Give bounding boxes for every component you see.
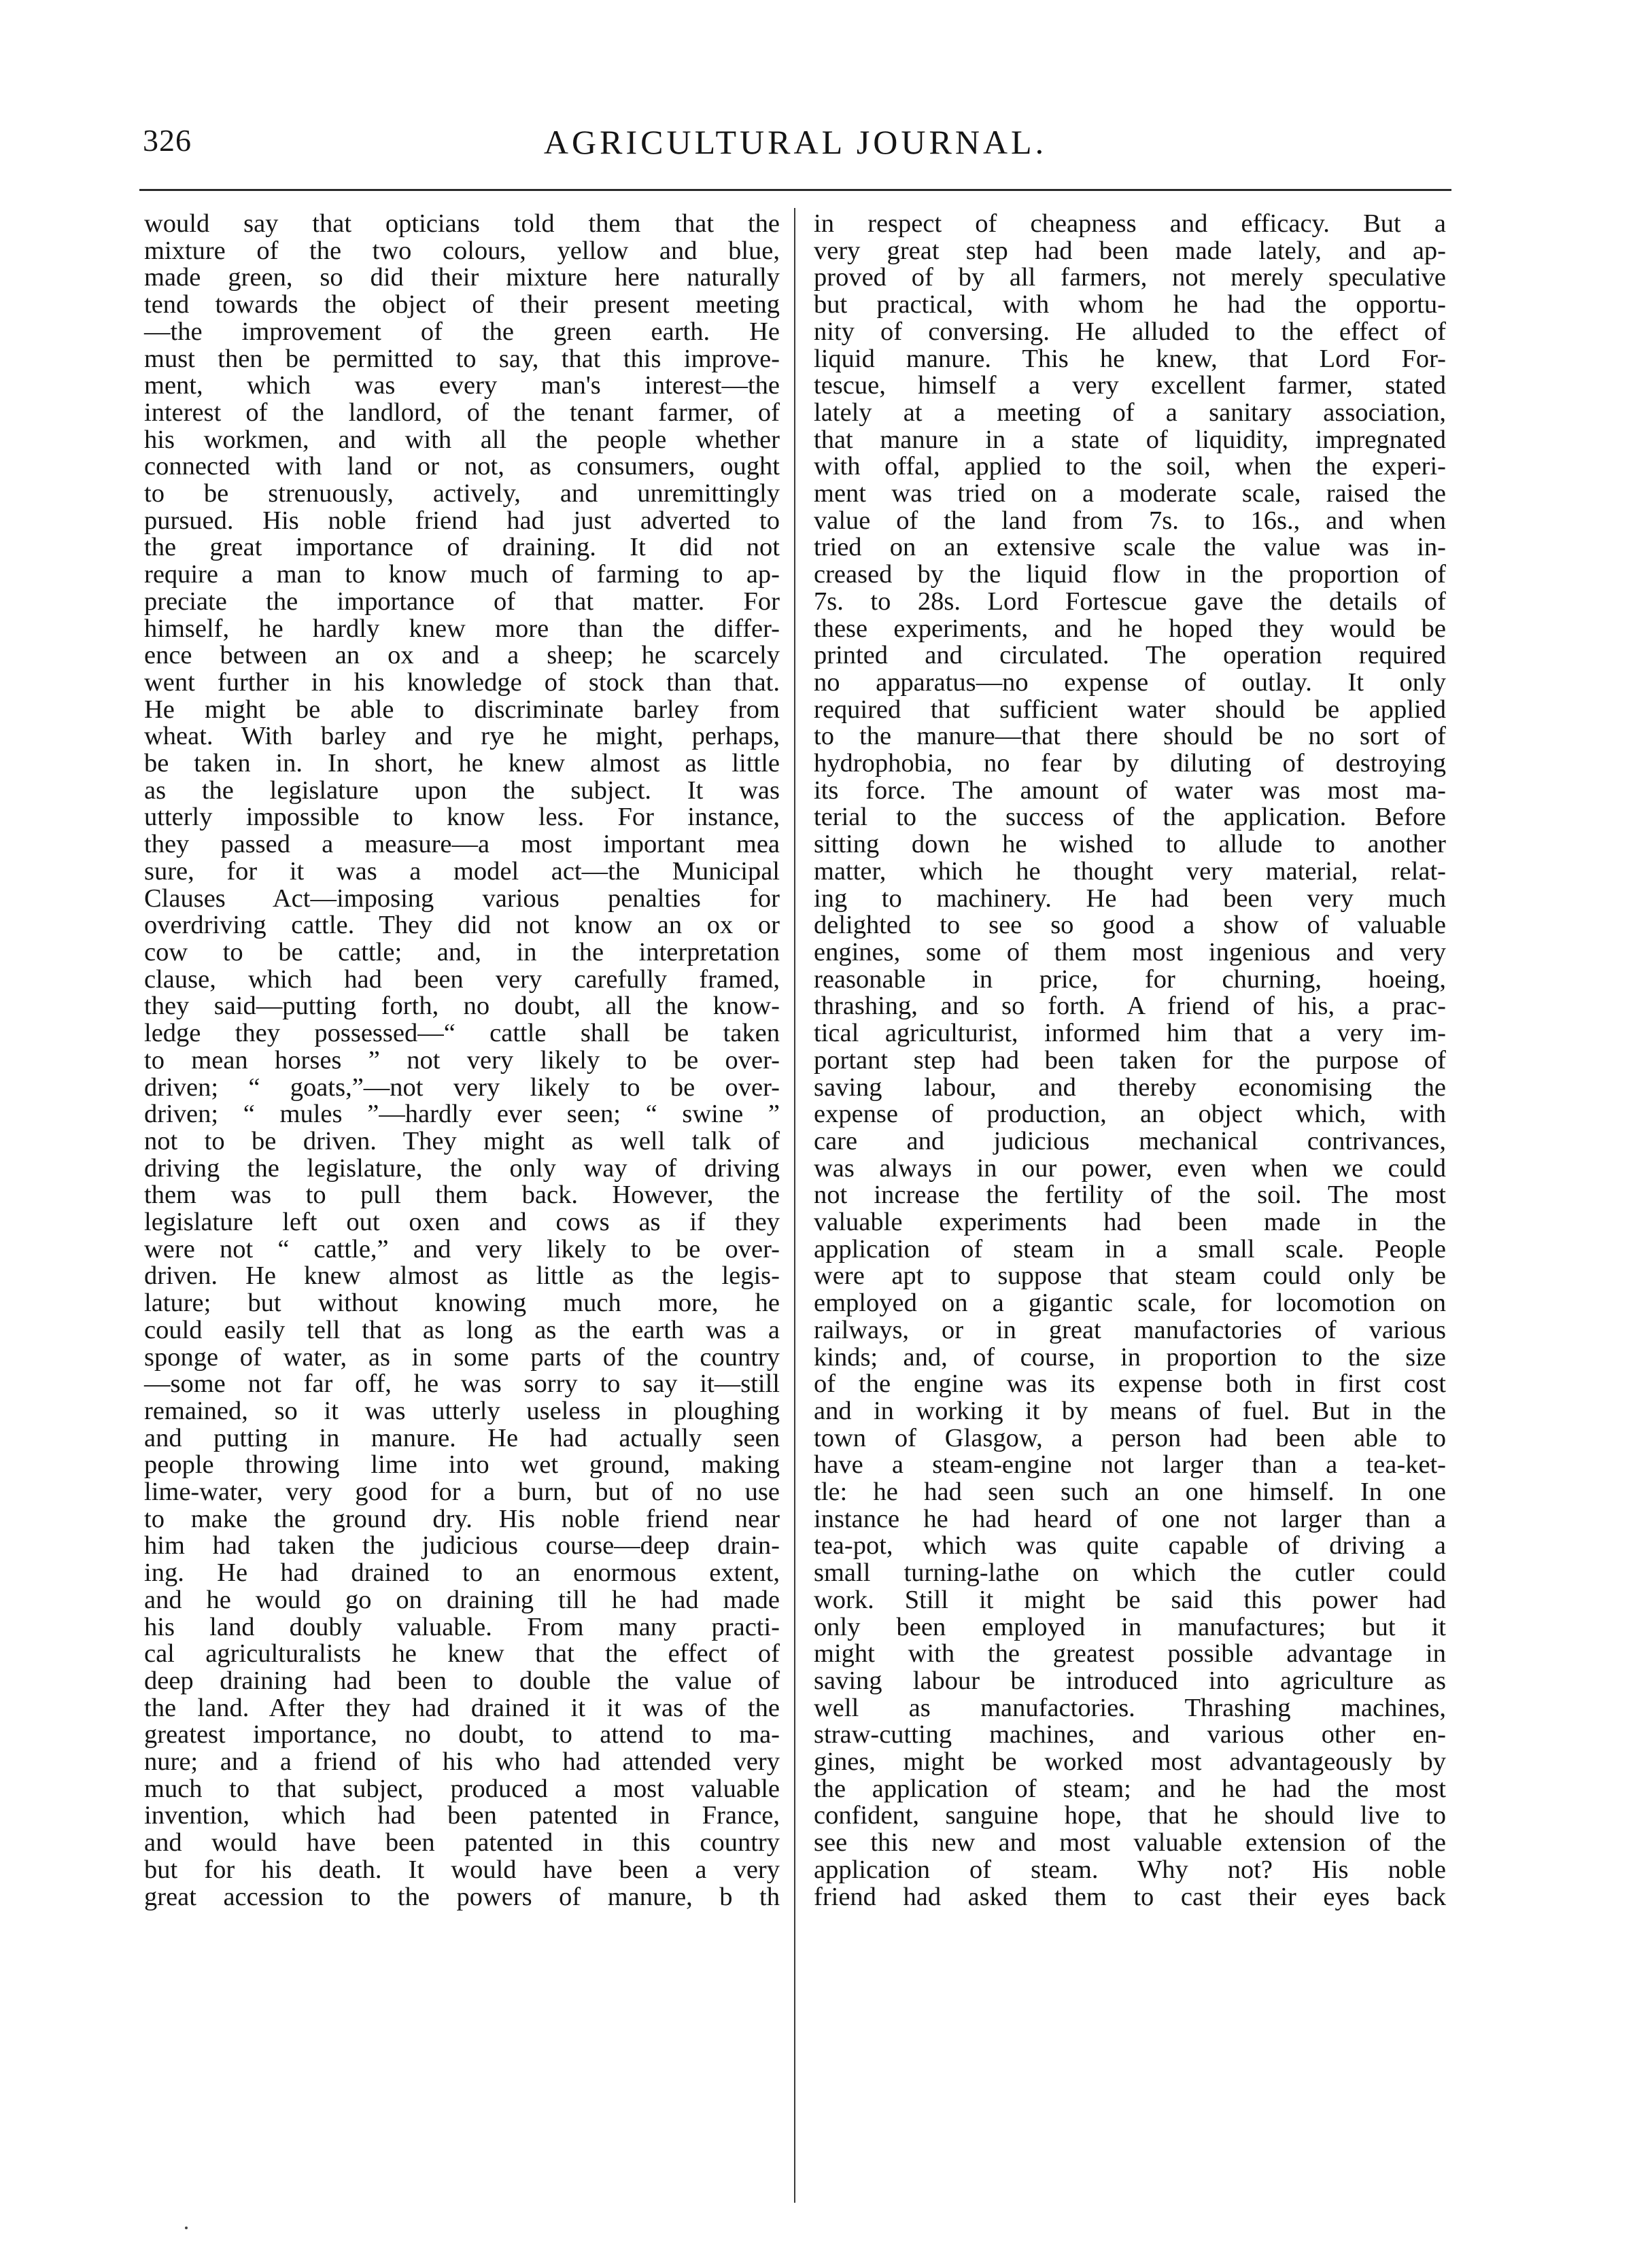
text-line: tried on an extensive scale the value was in- (814, 533, 1446, 562)
text-line: 7s. to 28s. Lord Fortescue gave the details of (814, 587, 1446, 616)
text-line: require a man to know much of farming to ap- (144, 560, 780, 589)
text-line: remained, so it was utterly useless in ploughing (144, 1396, 780, 1425)
text-line: lime-water, very good for a burn, but of no use (144, 1478, 780, 1507)
text-line: the application of steam; and he had the most (814, 1774, 1446, 1803)
text-line: instance he had heard of one not larger than a (814, 1504, 1446, 1533)
text-line: greatest importance, no doubt, to attend to ma- (144, 1720, 780, 1749)
text-line: his land doubly valuable. From many practi- (144, 1612, 780, 1641)
text-line: these experiments, and he hoped they would be (814, 614, 1446, 643)
text-line: interest of the landlord, of the tenant farmer, of (144, 398, 780, 427)
text-line: not to be driven. They might as well talk of (144, 1126, 780, 1155)
text-line: engines, some of them most ingenious and very (814, 937, 1446, 966)
text-line: to the manure—that there should be no sort of (814, 722, 1446, 751)
text-line: cow to be cattle; and, in the interpretation (144, 937, 780, 966)
text-line: them was to pull them back. However, the (144, 1181, 780, 1210)
text-line: ment, which was every man's interest—the (144, 371, 780, 400)
text-line: as the legislature upon the subject. It was (144, 775, 780, 805)
text-line: to mean horses ” not very likely to be over- (144, 1045, 780, 1075)
text-line: expense of production, an object which, with (814, 1100, 1446, 1129)
text-line: connected with land or not, as consumers, ought (144, 452, 780, 481)
text-line: in respect of cheapness and efficacy. But a (814, 209, 1446, 238)
text-line: straw-cutting machines, and various other en- (814, 1720, 1446, 1749)
text-line: and putting in manure. He had actually seen (144, 1423, 780, 1452)
text-line: and in working it by means of fuel. But in the (814, 1396, 1446, 1425)
text-line: tend towards the object of their present meeting (144, 290, 780, 319)
text-line: were apt to suppose that steam could only be (814, 1261, 1446, 1291)
text-line: the great importance of draining. It did not (144, 533, 780, 562)
text-line: reasonable in price, for churning, hoeing, (814, 964, 1446, 994)
text-line: went further in his knowledge of stock than that. (144, 667, 780, 697)
header-rule (139, 189, 1451, 191)
text-line: much to that subject, produced a most valuable (144, 1774, 780, 1803)
text-line: invention, which had been patented in France, (144, 1801, 780, 1830)
text-line: his workmen, and with all the people whether (144, 425, 780, 454)
text-line: driven; “ mules ”—hardly ever seen; “ swine ” (144, 1100, 780, 1129)
text-line: very great step had been made lately, and ap- (814, 236, 1446, 265)
text-line: with offal, applied to the soil, when the experi- (814, 452, 1446, 481)
text-line: employed on a gigantic scale, for locomotion on (814, 1289, 1446, 1318)
text-line: mixture of the two colours, yellow and blue, (144, 236, 780, 265)
text-line: ing to machinery. He had been very much (814, 884, 1446, 913)
column-divider (794, 208, 795, 2203)
text-line: saving labour, and thereby economising the (814, 1072, 1446, 1102)
text-line: lately at a meeting of a sanitary association, (814, 398, 1446, 427)
text-line: have a steam-engine not larger than a tea-ket- (814, 1450, 1446, 1480)
text-line: himself, he hardly knew more than the differ- (144, 614, 780, 643)
text-line: only been employed in manufactures; but it (814, 1612, 1446, 1641)
text-line: terial to the success of the application. Before (814, 803, 1446, 832)
text-line: work. Still it might be said this power had (814, 1585, 1446, 1614)
text-line: valuable experiments had been made in the (814, 1208, 1446, 1237)
text-line: He might be able to discriminate barley from (144, 695, 780, 724)
text-line: kinds; and, of course, in proportion to the size (814, 1342, 1446, 1372)
text-line: tea-pot, which was quite capable of driving a (814, 1531, 1446, 1560)
text-line: sitting down he wished to allude to another (814, 830, 1446, 859)
text-line: required that sufficient water should be applied (814, 695, 1446, 724)
text-line: clause, which had been very carefully framed, (144, 964, 780, 994)
text-line: its force. The amount of water was most ma- (814, 775, 1446, 805)
text-line: but for his death. It would have been a very (144, 1855, 780, 1884)
running-head (143, 122, 1448, 170)
text-line: but practical, with whom he had the opportu- (814, 290, 1446, 319)
text-line: proved of by all farmers, not merely speculative (814, 263, 1446, 292)
text-line: and he would go on draining till he had made (144, 1585, 780, 1614)
page-number: 326 (143, 123, 192, 158)
right-column (814, 211, 1446, 1911)
text-line: care and judicious mechanical contrivances, (814, 1126, 1446, 1155)
text-line: lature; but without knowing much more, he (144, 1289, 780, 1318)
text-line: driven; “ goats,”—not very likely to be over- (144, 1072, 780, 1102)
text-line: they passed a measure—a most important mea (144, 830, 780, 859)
text-line: must then be permitted to say, that this improve- (144, 344, 780, 373)
text-line: driving the legislature, the only way of driving (144, 1153, 780, 1183)
text-line: driven. He knew almost as little as the legis- (144, 1261, 780, 1291)
text-line: tical agriculturist, informed him that a very im- (814, 1019, 1446, 1048)
text-line: overdriving cattle. They did not know an ox or (144, 911, 780, 940)
text-line: great accession to the powers of manure, b th (144, 1882, 780, 1911)
text-line: town of Glasgow, a person had been able to (814, 1423, 1446, 1452)
text-line: deep draining had been to double the value of (144, 1666, 780, 1695)
text-line: ence between an ox and a sheep; he scarcely (144, 641, 780, 670)
text-line: people throwing lime into wet ground, making (144, 1450, 780, 1480)
text-line: wheat. With barley and rye he might, perhaps, (144, 722, 780, 751)
text-line: —some not far off, he was sorry to say it—still (144, 1369, 780, 1399)
text-line: delighted to see so good a show of valuable (814, 911, 1446, 940)
text-line: thrashing, and so forth. A friend of his, a prac- (814, 992, 1446, 1021)
text-line: that manure in a state of liquidity, impregnated (814, 425, 1446, 454)
text-line: sponge of water, as in some parts of the country (144, 1342, 780, 1372)
text-line: tle: he had seen such an one himself. In one (814, 1478, 1446, 1507)
text-line: made green, so did their mixture here naturally (144, 263, 780, 292)
text-line: could easily tell that as long as the earth was a (144, 1315, 780, 1344)
text-line: nity of conversing. He alluded to the effect of (814, 317, 1446, 346)
text-line: sure, for it was a model act—the Municipal (144, 856, 780, 886)
left-column (144, 211, 780, 1911)
text-line: be taken in. In short, he knew almost as little (144, 749, 780, 778)
text-line: value of the land from 7s. to 16s., and when (814, 506, 1446, 535)
text-line: nure; and a friend of his who had attended very (144, 1747, 780, 1777)
text-line: creased by the liquid flow in the proportion of (814, 560, 1446, 589)
text-line: the land. After they had drained it it was of the (144, 1693, 780, 1722)
text-line: they said—putting forth, no doubt, all the know- (144, 992, 780, 1021)
text-line: of the engine was its expense both in first cost (814, 1369, 1446, 1399)
text-line: ledge they possessed—“ cattle shall be taken (144, 1019, 780, 1048)
text-line: pursued. His noble friend had just adverted to (144, 506, 780, 535)
text-line: application of steam. Why not? His noble (814, 1855, 1446, 1884)
text-line: railways, or in great manufactories of various (814, 1315, 1446, 1344)
print-speck (185, 2227, 188, 2229)
text-line: printed and circulated. The operation required (814, 641, 1446, 670)
text-line: no apparatus—no expense of outlay. It only (814, 667, 1446, 697)
text-line: to be strenuously, actively, and unremittingly (144, 479, 780, 508)
text-line: small turning-lathe on which the cutler could (814, 1558, 1446, 1588)
text-line: ment was tried on a moderate scale, raised the (814, 479, 1446, 508)
text-line: legislature left out oxen and cows as if they (144, 1208, 780, 1237)
text-line: application of steam in a small scale. People (814, 1234, 1446, 1263)
text-line: friend had asked them to cast their eyes back (814, 1882, 1446, 1911)
text-line: to make the ground dry. His noble friend near (144, 1504, 780, 1533)
text-line: him had taken the judicious course—deep drain- (144, 1531, 780, 1560)
text-line: see this new and most valuable extension of the (814, 1828, 1446, 1857)
text-line: well as manufactories. Thrashing machines, (814, 1693, 1446, 1722)
journal-title: AGRICULTURAL JOURNAL. (543, 123, 1048, 161)
text-line: confident, sanguine hope, that he should live to (814, 1801, 1446, 1830)
text-line: might with the greatest possible advantage in (814, 1639, 1446, 1669)
text-line: cal agriculturalists he knew that the effect of (144, 1639, 780, 1669)
text-line: saving labour be introduced into agriculture as (814, 1666, 1446, 1695)
text-line: was always in our power, even when we could (814, 1153, 1446, 1183)
text-line: portant step had been taken for the purpose of (814, 1045, 1446, 1075)
text-line: liquid manure. This he knew, that Lord For- (814, 344, 1446, 373)
text-line: gines, might be worked most advantageously by (814, 1747, 1446, 1777)
text-line: would say that opticians told them that the (144, 209, 780, 238)
text-line: Clauses Act—imposing various penalties for (144, 884, 780, 913)
text-line: ing. He had drained to an enormous extent, (144, 1558, 780, 1588)
text-line: hydrophobia, no fear by diluting of destroying (814, 749, 1446, 778)
text-line: —the improvement of the green earth. He (144, 317, 780, 346)
text-line: and would have been patented in this country (144, 1828, 780, 1857)
text-line: not increase the fertility of the soil. The most (814, 1181, 1446, 1210)
text-line: matter, which he thought very material, relat- (814, 856, 1446, 886)
text-line: preciate the importance of that matter. For (144, 587, 780, 616)
text-line: tescue, himself a very excellent farmer, stated (814, 371, 1446, 400)
text-line: utterly impossible to know less. For instance, (144, 803, 780, 832)
text-line: were not “ cattle,” and very likely to be over- (144, 1234, 780, 1263)
